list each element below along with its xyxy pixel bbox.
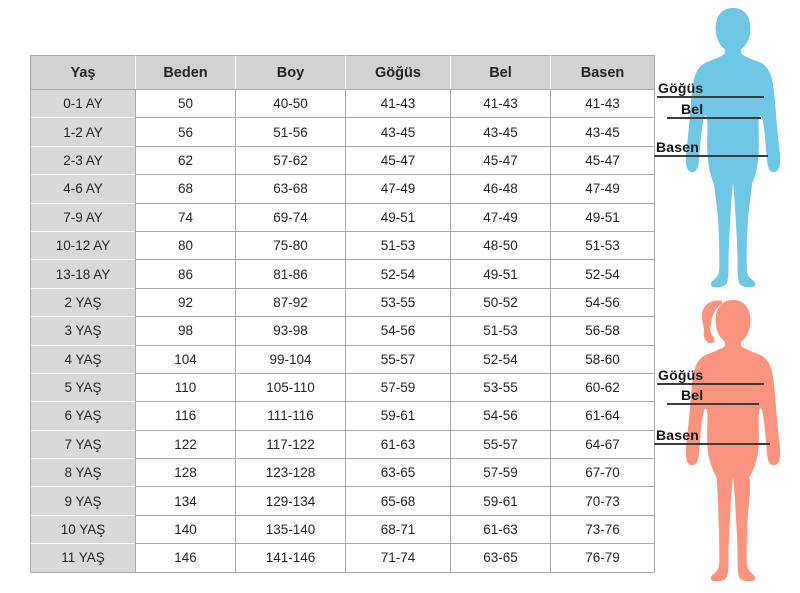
value-cell: 128 xyxy=(135,458,235,486)
boy-hips-measure xyxy=(654,140,768,157)
value-cell: 63-65 xyxy=(450,543,550,572)
value-cell: 69-74 xyxy=(235,203,345,231)
value-cell: 51-53 xyxy=(450,316,550,344)
value-cell: 74 xyxy=(135,203,235,231)
age-cell: 9 YAŞ xyxy=(30,486,135,514)
age-cell: 7-9 AY xyxy=(30,203,135,231)
value-cell: 57-59 xyxy=(345,373,450,401)
table-row xyxy=(30,259,655,287)
value-cell: 68 xyxy=(135,174,235,202)
value-cell: 43-45 xyxy=(450,117,550,145)
table-row xyxy=(30,174,655,202)
header-row xyxy=(30,55,655,89)
value-cell: 50 xyxy=(135,89,235,117)
value-cell: 57-59 xyxy=(450,458,550,486)
value-cell: 52-54 xyxy=(550,259,655,287)
age-cell: 3 YAŞ xyxy=(30,316,135,344)
value-cell: 67-70 xyxy=(550,458,655,486)
value-cell: 43-45 xyxy=(345,117,450,145)
value-cell: 43-45 xyxy=(550,117,655,145)
value-cell: 40-50 xyxy=(235,89,345,117)
table-row xyxy=(30,373,655,401)
value-cell: 80 xyxy=(135,231,235,259)
value-cell: 61-63 xyxy=(450,515,550,543)
value-cell: 49-51 xyxy=(345,203,450,231)
table-row xyxy=(30,203,655,231)
hips-line xyxy=(654,155,768,157)
table-row xyxy=(30,345,655,373)
age-cell: 4 YAŞ xyxy=(30,345,135,373)
chest-label: Göğüs xyxy=(658,80,704,96)
table-row xyxy=(30,543,655,572)
table-row xyxy=(30,316,655,344)
header-hips: Basen xyxy=(550,55,655,89)
value-cell: 45-47 xyxy=(450,146,550,174)
value-cell: 50-52 xyxy=(450,288,550,316)
value-cell: 60-62 xyxy=(550,373,655,401)
table-row xyxy=(30,89,655,117)
value-cell: 56 xyxy=(135,117,235,145)
value-cell: 116 xyxy=(135,401,235,429)
value-cell: 51-53 xyxy=(345,231,450,259)
value-cell: 47-49 xyxy=(345,174,450,202)
header-waist: Bel xyxy=(450,55,550,89)
chest-line xyxy=(657,96,764,98)
table-row xyxy=(30,458,655,486)
value-cell: 81-86 xyxy=(235,259,345,287)
value-cell: 75-80 xyxy=(235,231,345,259)
header-size: Beden xyxy=(135,55,235,89)
value-cell: 105-110 xyxy=(235,373,345,401)
value-cell: 98 xyxy=(135,316,235,344)
value-cell: 47-49 xyxy=(450,203,550,231)
value-cell: 117-122 xyxy=(235,430,345,458)
age-cell: 11 YAŞ xyxy=(30,543,135,572)
value-cell: 134 xyxy=(135,486,235,514)
value-cell: 41-43 xyxy=(345,89,450,117)
hips-line xyxy=(654,443,770,445)
value-cell: 93-98 xyxy=(235,316,345,344)
value-cell: 76-79 xyxy=(550,543,655,572)
value-cell: 71-74 xyxy=(345,543,450,572)
waist-label: Bel xyxy=(681,387,704,403)
value-cell: 61-64 xyxy=(550,401,655,429)
value-cell: 48-50 xyxy=(450,231,550,259)
boy-chest-measure xyxy=(657,81,764,98)
value-cell: 52-54 xyxy=(450,345,550,373)
value-cell: 104 xyxy=(135,345,235,373)
value-cell: 54-56 xyxy=(345,316,450,344)
table-row xyxy=(30,401,655,429)
value-cell: 141-146 xyxy=(235,543,345,572)
table-row xyxy=(30,146,655,174)
value-cell: 46-48 xyxy=(450,174,550,202)
value-cell: 51-56 xyxy=(235,117,345,145)
value-cell: 55-57 xyxy=(450,430,550,458)
value-cell: 70-73 xyxy=(550,486,655,514)
table-row xyxy=(30,117,655,145)
boy-head xyxy=(716,8,751,52)
value-cell: 111-116 xyxy=(235,401,345,429)
value-cell: 56-58 xyxy=(550,316,655,344)
value-cell: 65-68 xyxy=(345,486,450,514)
value-cell: 123-128 xyxy=(235,458,345,486)
age-cell: 4-6 AY xyxy=(30,174,135,202)
girl-waist-measure xyxy=(667,388,759,405)
value-cell: 62 xyxy=(135,146,235,174)
value-cell: 110 xyxy=(135,373,235,401)
value-cell: 57-62 xyxy=(235,146,345,174)
header-chest: Göğüs xyxy=(345,55,450,89)
age-cell: 1-2 AY xyxy=(30,117,135,145)
table-row xyxy=(30,288,655,316)
girl-chest-measure xyxy=(657,368,764,385)
header-height: Boy xyxy=(235,55,345,89)
table-header xyxy=(30,55,655,89)
value-cell: 99-104 xyxy=(235,345,345,373)
age-cell: 7 YAŞ xyxy=(30,430,135,458)
table-row xyxy=(30,486,655,514)
age-cell: 0-1 AY xyxy=(30,89,135,117)
table-row xyxy=(30,430,655,458)
value-cell: 146 xyxy=(135,543,235,572)
value-cell: 54-56 xyxy=(450,401,550,429)
value-cell: 51-53 xyxy=(550,231,655,259)
header-age: Yaş xyxy=(30,55,135,89)
value-cell: 122 xyxy=(135,430,235,458)
value-cell: 61-63 xyxy=(345,430,450,458)
value-cell: 49-51 xyxy=(450,259,550,287)
size-chart-table xyxy=(30,55,655,573)
size-table-body xyxy=(30,89,655,573)
waist-label: Bel xyxy=(681,101,704,117)
value-cell: 64-67 xyxy=(550,430,655,458)
value-cell: 49-51 xyxy=(550,203,655,231)
value-cell: 58-60 xyxy=(550,345,655,373)
value-cell: 45-47 xyxy=(550,146,655,174)
value-cell: 41-43 xyxy=(450,89,550,117)
value-cell: 54-56 xyxy=(550,288,655,316)
age-cell: 2 YAŞ xyxy=(30,288,135,316)
value-cell: 135-140 xyxy=(235,515,345,543)
value-cell: 87-92 xyxy=(235,288,345,316)
hips-label: Basen xyxy=(656,139,700,155)
age-cell: 10 YAŞ xyxy=(30,515,135,543)
age-cell: 5 YAŞ xyxy=(30,373,135,401)
girl-hips-measure xyxy=(654,428,770,445)
chest-line xyxy=(657,383,764,385)
value-cell: 55-57 xyxy=(345,345,450,373)
value-cell: 59-61 xyxy=(450,486,550,514)
chest-label: Göğüs xyxy=(658,367,704,383)
age-cell: 10-12 AY xyxy=(30,231,135,259)
hips-label: Basen xyxy=(656,427,700,443)
table-row xyxy=(30,515,655,543)
value-cell: 53-55 xyxy=(450,373,550,401)
table-row xyxy=(30,231,655,259)
girl-head xyxy=(716,300,751,344)
value-cell: 41-43 xyxy=(550,89,655,117)
waist-line xyxy=(667,403,759,405)
value-cell: 68-71 xyxy=(345,515,450,543)
value-cell: 92 xyxy=(135,288,235,316)
value-cell: 53-55 xyxy=(345,288,450,316)
age-cell: 13-18 AY xyxy=(30,259,135,287)
age-cell: 6 YAŞ xyxy=(30,401,135,429)
value-cell: 59-61 xyxy=(345,401,450,429)
value-cell: 47-49 xyxy=(550,174,655,202)
value-cell: 52-54 xyxy=(345,259,450,287)
value-cell: 129-134 xyxy=(235,486,345,514)
value-cell: 63-65 xyxy=(345,458,450,486)
waist-line xyxy=(667,117,761,119)
value-cell: 73-76 xyxy=(550,515,655,543)
age-cell: 2-3 AY xyxy=(30,146,135,174)
boy-waist-measure xyxy=(667,102,761,119)
value-cell: 140 xyxy=(135,515,235,543)
age-cell: 8 YAŞ xyxy=(30,458,135,486)
figure-panel xyxy=(650,0,800,593)
value-cell: 63-68 xyxy=(235,174,345,202)
value-cell: 45-47 xyxy=(345,146,450,174)
value-cell: 86 xyxy=(135,259,235,287)
